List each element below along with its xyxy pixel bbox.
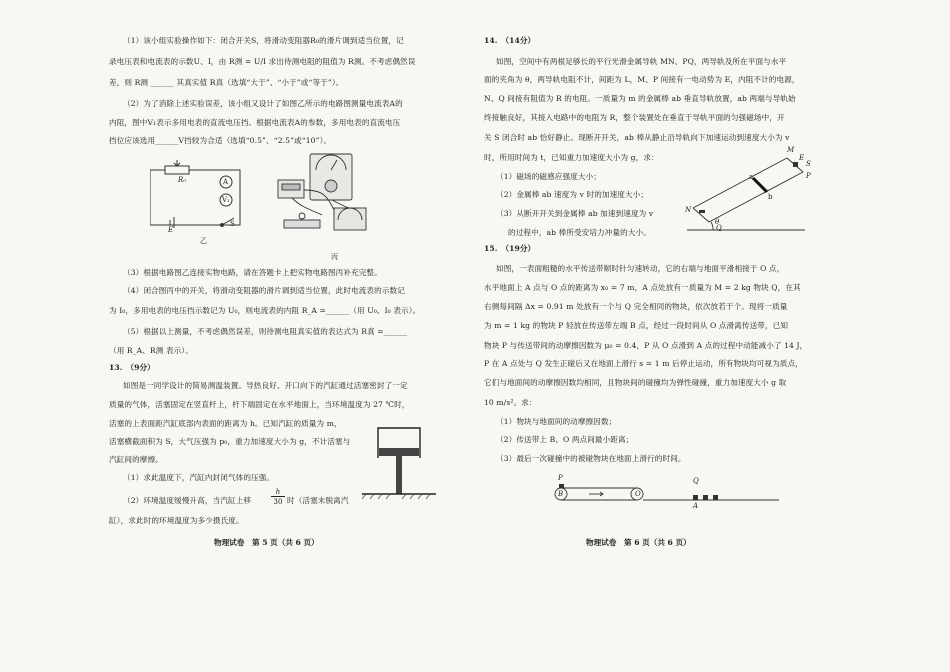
label-ammeter: A — [223, 178, 229, 186]
q14-line1: 如图，空间中有两根足够长的平行光滑金属导轨 MN、PQ，两导轨及所在平面与水平 — [496, 57, 787, 66]
q12-part1-line1: （1）该小组实验操作如下：闭合开关S，将滑动变阻器R₀的滑片调到适当位置，记 — [123, 36, 404, 45]
q14-line3: N、Q 间接有阻值为 R 的电阻。一质量为 m 的金属棒 ab 垂直导轨放置，ab 两端与导轨始 — [484, 94, 796, 103]
label-e: E — [168, 226, 174, 234]
q13-part1: （1）求此温度下，汽缸内封闭气体的压强。 — [123, 473, 275, 482]
q12-part2-line2: 内阻，图中V₁表示多用电表的直流电压挡。根据电流表A的参数，多用电表的直流电压 — [109, 118, 401, 127]
circuit-diagram-yi — [150, 160, 260, 240]
q13-line5: 汽缸间的摩擦。 — [109, 455, 163, 464]
label-bing: 丙 — [331, 253, 338, 261]
q15-line5: 物块 P 与传送带间的动摩擦因数为 μ₀ = 0.4，P 从 O 点滑到 A 点的过程中动能减小了 14 J， — [484, 341, 808, 350]
q13-line1: 如图是一同学设计的简易测温装置。导热良好、开口向下的汽缸通过活塞密封了一定 — [123, 381, 408, 390]
q13-line2: 质量的气体，活塞固定在竖直杆上，杆下端固定在水平地面上，当环境温度为 27 ℃时， — [109, 400, 410, 409]
q15-sub2: （2）传送带上 B、O 两点间最小距离； — [496, 435, 634, 444]
q14-header: 14. （14分） — [484, 36, 536, 45]
q14-sub3-line2: 的过程中，ab 棒所受安培力冲量的大小。 — [508, 228, 651, 237]
point-label-a: A — [693, 502, 699, 510]
right-page — [475, 0, 950, 672]
conveyor-belt-figure — [551, 474, 781, 508]
label-r0: R₀ — [178, 176, 187, 184]
q15-line7: 它们与地面间的动摩擦因数均相同，且物块间的碰撞均为弹性碰撞，重力加速度大小 g 取 — [484, 378, 787, 387]
q15-line8: 10 m/s²。求： — [484, 398, 537, 407]
label-s: S — [230, 220, 235, 228]
q13-part2-b: 时（活塞未脱离汽 — [287, 496, 349, 505]
q12-part2-line1: （2）为了消除上述实验误差，该小组又设计了如图乙所示的电路图测量电流表A的 — [123, 99, 403, 108]
q15-sub1: （1）物块与地面间的动摩擦因数； — [496, 417, 617, 426]
rail-label-s: S — [806, 160, 811, 168]
q15-line4: 为 m = 1 kg 的物块 P 轻放在传送带左端 B 点，经过一段时间从 O 点滑离传送带，已知 — [484, 321, 789, 330]
q14-sub3-line1: （3）从断开开关到金属棒 ab 加速到速度为 v — [496, 209, 654, 218]
apparatus-diagram-bing — [272, 150, 382, 250]
pulley-label-b: B — [558, 490, 564, 498]
q13-line3: 活塞的上表面距汽缸底部内表面的距离为 h。已知汽缸的质量为 m， — [109, 419, 342, 428]
q12-part5-line1: （5）根据以上测量，不考虑偶然误差，则待测电阻真实值的表达式为 R真 =______ — [123, 327, 408, 336]
rail-label-m: M — [787, 146, 795, 154]
fraction-h-over-30 — [271, 487, 285, 506]
rod-label-a: a — [749, 173, 754, 181]
q14-line5: 关 S 闭合时 ab 恰好静止。现断开开关，ab 棒从静止沿导轨向下加速运动到速度大小为 v — [484, 133, 790, 142]
left-page-footer: 物理试卷 第 5 页（共 6 页） — [214, 538, 319, 547]
q14-sub2: （2）金属棒 ab 速度为 v 时的加速度大小； — [496, 190, 649, 199]
fraction-denominator: 30 — [273, 497, 283, 506]
q14-line4: 终接触良好，其接入电路中的电阻为 R，整个装置处在垂直于导轨平面的匀强磁场中，开 — [484, 113, 785, 122]
q13-line4: 活塞横截面积为 S，大气压强为 p₀，重力加速度大小为 g，不计活塞与 — [109, 437, 351, 446]
q14-line6: 时，所用时间为 t，已知重力加速度大小为 g，求： — [484, 153, 659, 162]
q15-line2: 水平地面上 A 点与 O 点的距离为 x₀ = 7 m，A 点处放有一质量为 M = 2 kg 物块 Q，在其 — [484, 283, 801, 292]
rail-label-n: N — [685, 206, 692, 214]
q15-line3: 右侧每间隔 Δx = 0.91 m 处放有一个与 Q 完全相同的物块，依次放若干个。现将一质量 — [484, 302, 788, 311]
block-label-p: P — [558, 474, 563, 482]
block-label-q: Q — [693, 477, 699, 485]
q14-line2: 面的夹角为 θ，两导轨电阻不计，间距为 L，M、P 间接有一电动势为 E，内阻不计的电源， — [484, 75, 800, 84]
q12-part4-line2: 为 I₀，多用电表的电压挡示数记为 U₀，则电流表的内阻 R_A =______（用 U₀、I₀ 表示）。 — [109, 306, 421, 315]
q12-part1-line2: 录电压表和电流表的示数U、I，由 R测 = U/I 求出待测电阻的阻值为 R测。不考虑偶然误 — [109, 57, 416, 66]
q13-part2-line2: 缸），求此时的环境温度为多少摄氏度。 — [109, 516, 244, 525]
label-voltmeter: V₁ — [222, 196, 230, 204]
q15-header: 15. （19分） — [484, 244, 536, 253]
q15-line6: P 在 A 点处与 Q 发生正碰后又在地面上滑行 s = 1 m 后停止运动，所有物块均可视为质点， — [484, 359, 803, 368]
rail-label-q: Q — [716, 224, 722, 232]
inclined-rails-figure — [683, 148, 813, 234]
label-yi: 乙 — [200, 237, 207, 245]
right-page-footer: 物理试卷 第 6 页（共 6 页） — [586, 538, 691, 547]
rail-label-e: E — [799, 154, 805, 162]
rail-label-p: P — [806, 172, 811, 180]
pulley-label-o: O — [635, 490, 641, 498]
q13-header: 13. （9分） — [109, 363, 155, 372]
fraction-numerator: h — [271, 487, 285, 497]
q14-sub1: （1）磁场的磁感应强度大小； — [496, 172, 601, 181]
q15-line1: 如图，一表面粗糙的水平传送带顺时针匀速转动，它的右端与地面平滑相接于 O 点， — [496, 264, 785, 273]
q12-part4-line1: （4）闭合图丙中的开关，将滑动变阻器的滑片调到适当位置，此时电流表的示数记 — [123, 286, 405, 295]
q12-part3: （3）根据电路图乙连接实物电路，请在答题卡上把实物电路图丙补充完整。 — [123, 268, 382, 277]
cylinder-piston-figure — [358, 424, 438, 504]
q12-part1-line3: 差，则 R测 ______ 其真实值 R真（选填“大于”、“小于”或“等于”）。 — [109, 78, 344, 87]
rod-label-b: b — [768, 193, 773, 201]
q15-sub3: （3）最后一次碰撞中的被碰物块在地面上滑行的时间。 — [496, 454, 686, 463]
angle-label-theta: θ — [715, 218, 720, 226]
q12-part2-line3: 挡位应该选用______V挡较为合适（选填“0.5”、“2.5”或“10”）。 — [109, 136, 332, 145]
q12-part5-line2: （用 R_A、R测 表示）。 — [109, 346, 193, 355]
q13-part2-a: （2）环境温度缓慢升高，当汽缸上移 — [123, 496, 252, 505]
